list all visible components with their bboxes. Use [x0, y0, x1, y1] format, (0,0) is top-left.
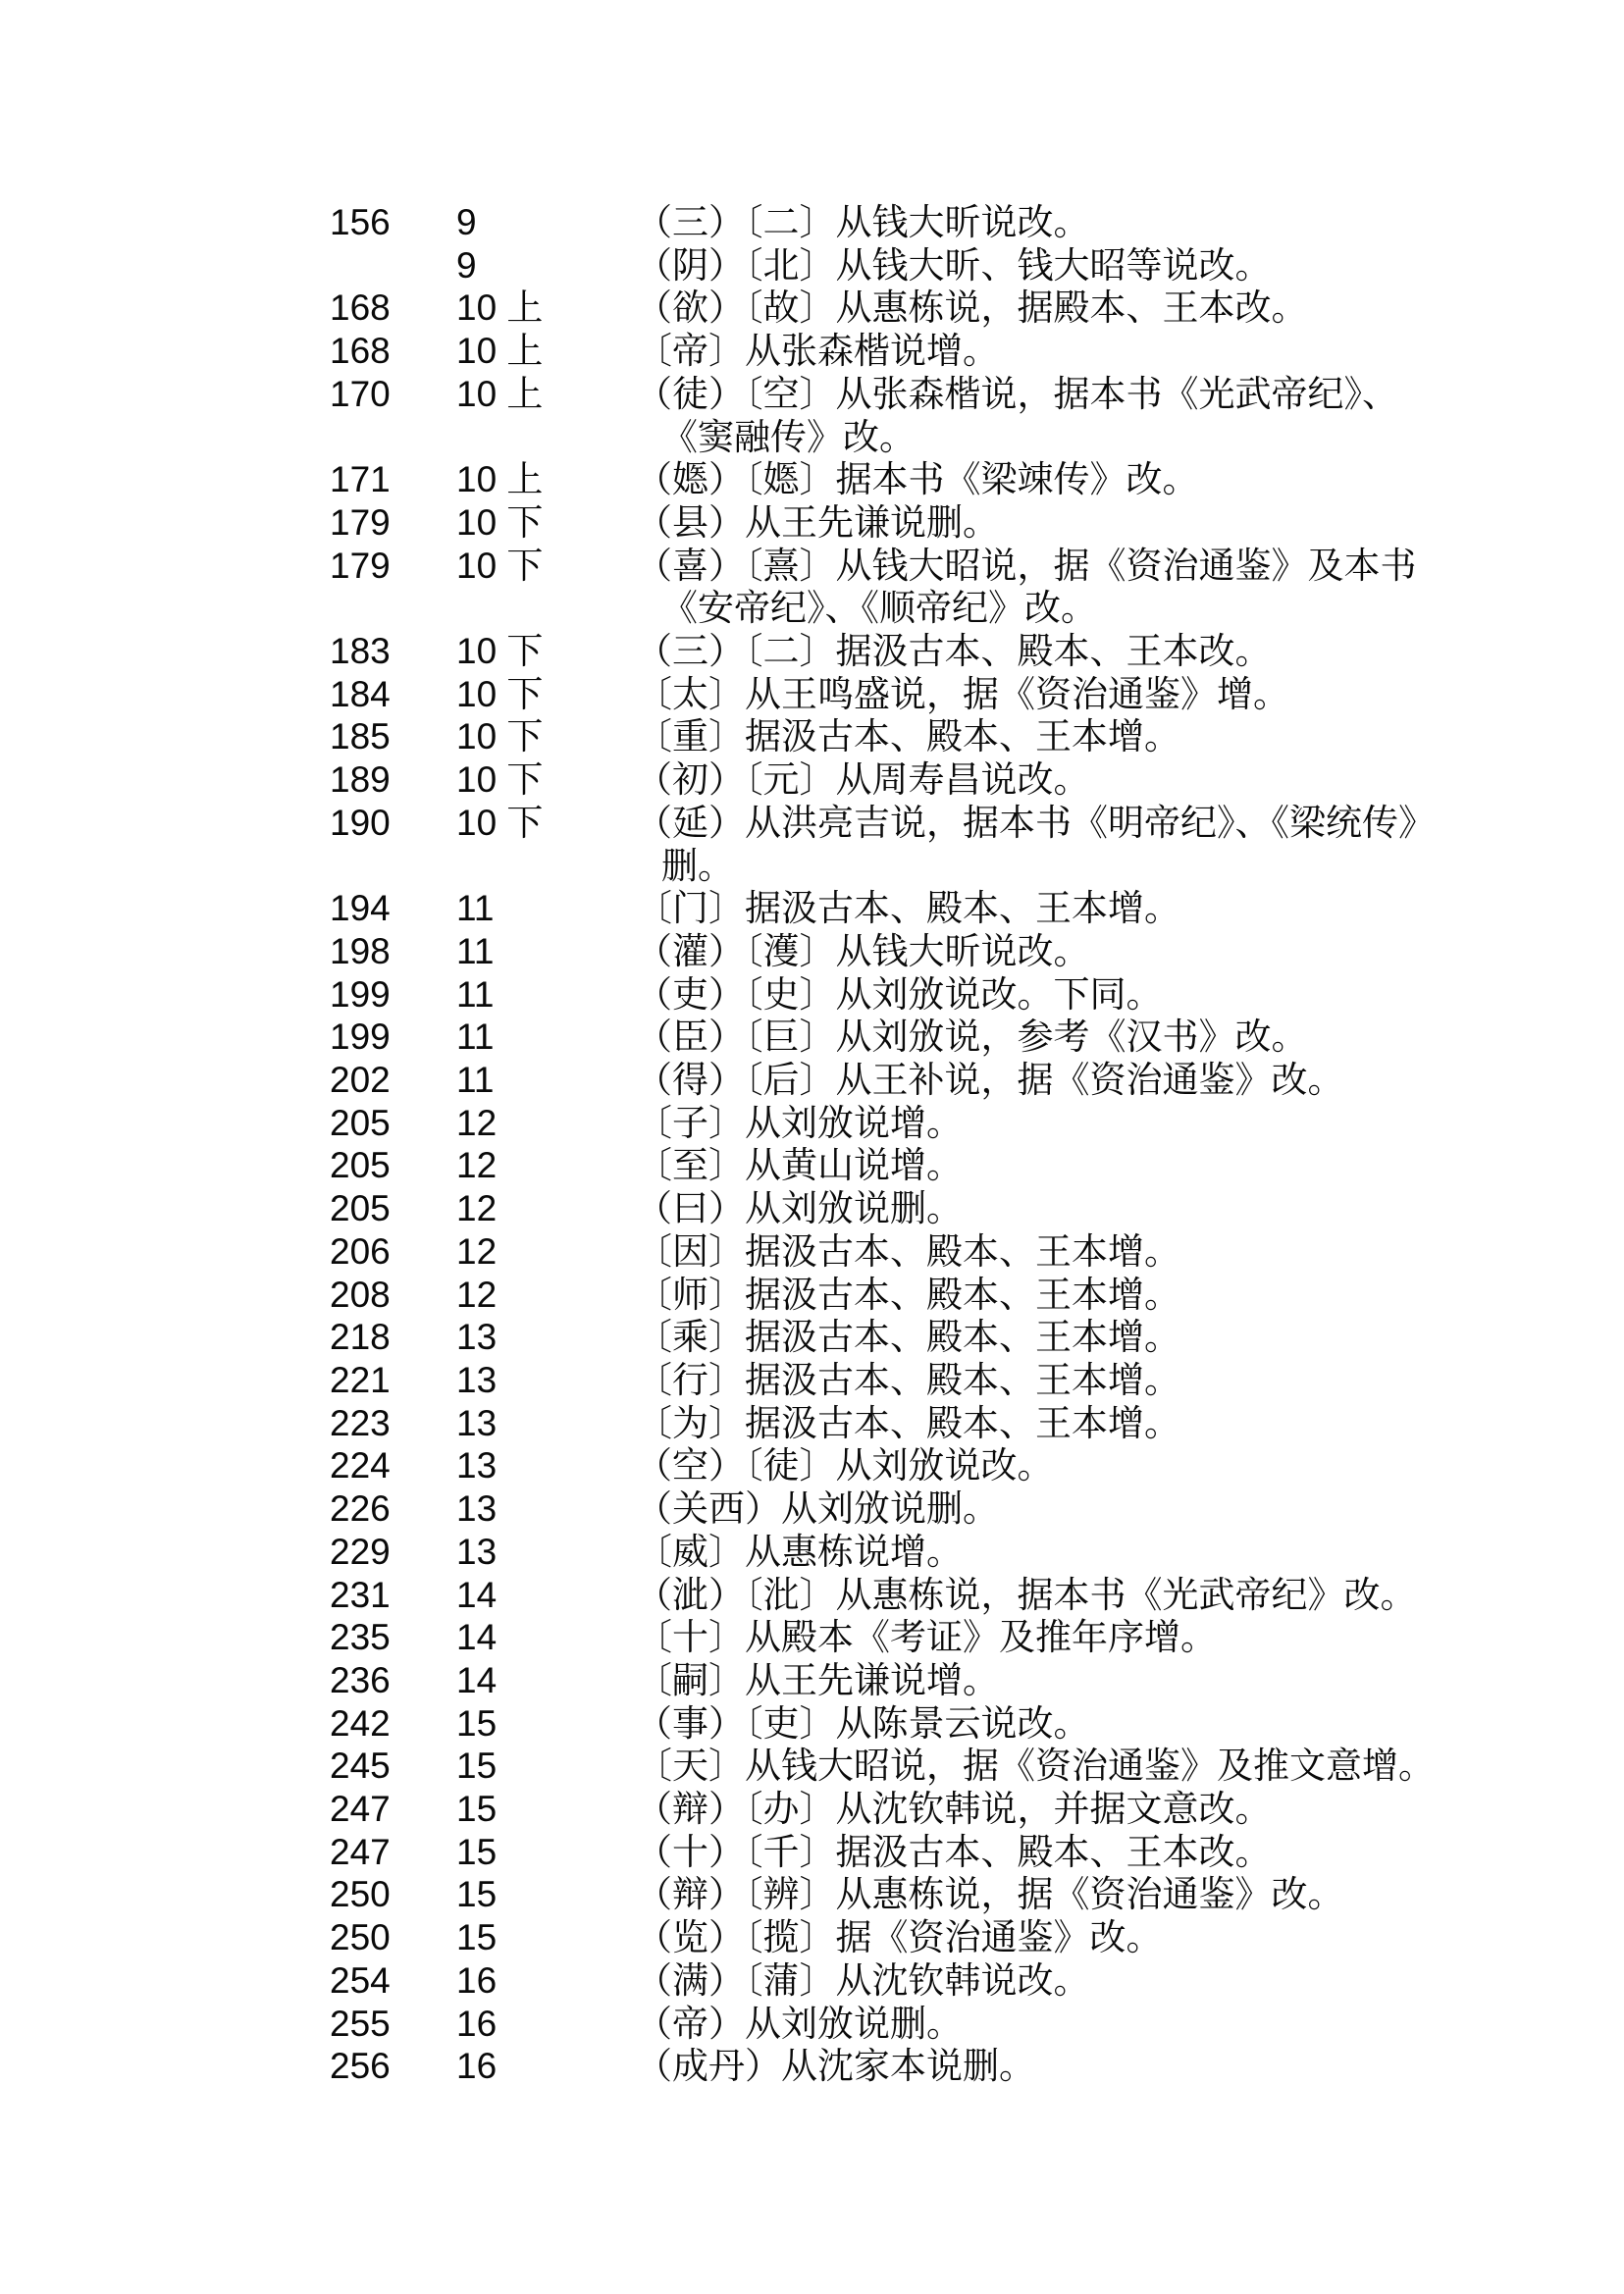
juan-number-cell: 10 下 — [456, 545, 544, 586]
note-line: （览）〔揽〕据《资治通鉴》改。 — [636, 1917, 1163, 1958]
table-row — [330, 758, 1435, 802]
table-row — [330, 458, 1435, 501]
juan-number-cell: 14 — [456, 1659, 498, 1700]
page-number-cell: 184 — [330, 673, 391, 714]
collation-note-cell — [636, 1916, 1163, 1959]
note-line: （帝）从刘攽说删。 — [636, 2003, 963, 2044]
juan-number-cell: 13 — [456, 1488, 498, 1530]
juan-number-cell: 14 — [456, 1574, 498, 1615]
juan-number-cell: 11 — [456, 888, 495, 929]
page-number-cell: 199 — [330, 973, 391, 1015]
juan-number-cell: 16 — [456, 2046, 498, 2087]
note-line: 〔嗣〕从王先谦说增。 — [636, 1659, 999, 1700]
collation-note-cell — [636, 1444, 1054, 1487]
page-number-cell: 168 — [330, 331, 391, 372]
page-number-cell: 242 — [330, 1702, 391, 1744]
collation-note-cell — [636, 930, 1090, 973]
table-row — [330, 1659, 1435, 1702]
table-row — [330, 2003, 1435, 2046]
juan-number-cell: 13 — [456, 1317, 498, 1358]
note-line: 〔太〕从王鸣盛说，据《资治通鉴》增。 — [636, 673, 1289, 714]
juan-number-cell: 16 — [456, 2003, 498, 2044]
collation-note-cell — [636, 1831, 1272, 1874]
note-continuation-line: 《安帝纪》、《顺帝纪》改。 — [661, 588, 1097, 629]
juan-number-cell: 10 下 — [456, 802, 544, 843]
note-continuation-line: 《窦融传》改。 — [661, 416, 916, 457]
note-line: （空）〔徒〕从刘攽说改。 — [636, 1445, 1054, 1486]
collation-note-cell — [636, 1487, 999, 1531]
table-row — [330, 1916, 1435, 1959]
collation-note-cell — [636, 458, 1199, 501]
table-row — [330, 2045, 1435, 2088]
table-row — [330, 330, 1435, 373]
table-row — [330, 1959, 1435, 2003]
note-line: （喜）〔熹〕从钱大昭说，据《资治通鉴》及本书 — [636, 545, 1417, 586]
juan-number-cell: 13 — [456, 1359, 498, 1400]
errata-list — [330, 201, 1435, 2088]
page-number-cell: 245 — [330, 1746, 391, 1787]
collation-note-cell — [636, 1873, 1344, 1916]
note-line: （徒）〔空〕从张森楷说，据本书《光武帝纪》、 — [636, 373, 1398, 414]
page-number-cell: 190 — [330, 802, 391, 843]
note-line: （吏）〔史〕从刘攽说改。下同。 — [636, 973, 1163, 1015]
collation-note-cell — [636, 1144, 963, 1187]
collation-note-cell — [636, 1659, 999, 1702]
collation-note-cell — [636, 373, 1398, 458]
juan-number-cell: 15 — [456, 1874, 498, 1915]
juan-number-cell: 15 — [456, 1831, 498, 1872]
collation-note-cell — [636, 287, 1308, 330]
juan-number-cell: 10 上 — [456, 459, 544, 500]
juan-number-cell: 13 — [456, 1531, 498, 1572]
juan-number-cell: 10 上 — [456, 287, 544, 329]
collation-note-cell — [636, 244, 1272, 287]
juan-number-cell: 9 — [456, 202, 477, 242]
page-number-cell: 179 — [330, 545, 391, 586]
collation-note-cell — [636, 887, 1180, 930]
table-row — [330, 373, 1435, 458]
table-row — [330, 1831, 1435, 1874]
juan-number-cell: 11 — [456, 1017, 495, 1058]
page-number-cell: 250 — [330, 1874, 391, 1915]
juan-number-cell: 14 — [456, 1617, 498, 1658]
page-number-cell: 254 — [330, 1959, 391, 2001]
collation-note-cell — [636, 1102, 963, 1145]
note-line: （辩）〔辨〕从惠栋说，据《资治通鉴》改。 — [636, 1874, 1344, 1915]
collation-note-cell — [636, 1745, 1435, 1788]
table-row — [330, 1444, 1435, 1487]
collation-note-cell — [636, 545, 1417, 630]
table-row — [330, 1316, 1435, 1359]
table-row — [330, 887, 1435, 930]
table-row — [330, 545, 1435, 630]
collation-note-cell — [636, 1359, 1180, 1402]
page-number-cell: 156 — [330, 202, 391, 242]
table-row — [330, 1531, 1435, 1574]
note-line: 〔重〕据汲古本、殿本、王本增。 — [636, 716, 1180, 757]
table-row — [330, 1144, 1435, 1187]
table-row — [330, 1402, 1435, 1445]
table-row — [330, 201, 1435, 244]
table-row — [330, 1230, 1435, 1274]
note-line: （三）〔二〕据汲古本、殿本、王本改。 — [636, 631, 1272, 672]
note-line: （辩）〔办〕从沈钦韩说，并据文意改。 — [636, 1789, 1272, 1830]
note-line: 〔至〕从黄山说增。 — [636, 1145, 963, 1186]
note-line: （泚）〔沘〕从惠栋说，据本书《光武帝纪》改。 — [636, 1574, 1417, 1615]
table-row — [330, 1016, 1435, 1059]
juan-number-cell: 15 — [456, 1789, 498, 1830]
table-row — [330, 501, 1435, 545]
juan-number-cell: 15 — [456, 1702, 498, 1744]
page-number-cell: 221 — [330, 1359, 391, 1400]
table-row — [330, 802, 1435, 887]
juan-number-cell: 10 下 — [456, 501, 544, 543]
note-line: （欲）〔故〕从惠栋说，据殿本、王本改。 — [636, 287, 1308, 329]
collation-note-cell — [636, 1187, 963, 1230]
note-line: 〔师〕据汲古本、殿本、王本增。 — [636, 1274, 1180, 1315]
note-line: （臣）〔巨〕从刘攽说，参考《汉书》改。 — [636, 1017, 1308, 1058]
table-row — [330, 673, 1435, 716]
juan-number-cell: 10 下 — [456, 631, 544, 672]
page-number-cell: 205 — [330, 1188, 391, 1229]
page-number-cell: 255 — [330, 2003, 391, 2044]
page-number-cell: 179 — [330, 501, 391, 543]
juan-number-cell: 12 — [456, 1145, 498, 1186]
juan-number-cell: 12 — [456, 1102, 498, 1143]
collation-note-cell — [636, 1016, 1308, 1059]
juan-number-cell: 11 — [456, 930, 495, 971]
table-row — [330, 1745, 1435, 1788]
collation-note-cell — [636, 1402, 1180, 1445]
juan-number-cell: 12 — [456, 1230, 498, 1272]
page-number-cell: 218 — [330, 1317, 391, 1358]
page-number-cell: 226 — [330, 1488, 391, 1530]
table-row — [330, 1788, 1435, 1831]
page-number-cell: 171 — [330, 459, 391, 500]
juan-number-cell: 13 — [456, 1445, 498, 1486]
note-line: （十）〔千〕据汲古本、殿本、王本改。 — [636, 1831, 1272, 1872]
page-number-cell: 229 — [330, 1531, 391, 1572]
collation-note-cell — [636, 330, 999, 373]
page-number-cell: 170 — [330, 373, 391, 414]
note-line: 〔行〕据汲古本、殿本、王本增。 — [636, 1359, 1180, 1400]
collation-note-cell — [636, 2045, 1035, 2088]
collation-note-cell — [636, 1959, 1090, 2003]
juan-number-cell: 15 — [456, 1746, 498, 1787]
note-line: 〔为〕据汲古本、殿本、王本增。 — [636, 1402, 1180, 1443]
page-number-cell: 183 — [330, 631, 391, 672]
note-line: （嫕）〔嫕〕据本书《梁竦传》改。 — [636, 459, 1199, 500]
collation-note-cell — [636, 1574, 1417, 1617]
collation-note-cell — [636, 673, 1289, 716]
table-row — [330, 715, 1435, 758]
page-number-cell: 224 — [330, 1445, 391, 1486]
collation-note-cell — [636, 1531, 963, 1574]
page-number-cell: 199 — [330, 1017, 391, 1058]
juan-number-cell: 16 — [456, 1959, 498, 2001]
page-number-cell: 223 — [330, 1402, 391, 1443]
note-line: （初）〔元〕从周寿昌说改。 — [636, 759, 1090, 801]
note-line: （得）〔后〕从王补说，据《资治通鉴》改。 — [636, 1060, 1344, 1101]
page-number-cell: 205 — [330, 1102, 391, 1143]
page-number-cell: 236 — [330, 1659, 391, 1700]
page-number-cell: 202 — [330, 1060, 391, 1101]
juan-number-cell: 9 — [456, 244, 477, 286]
note-line: （三）〔二〕从钱大昕说改。 — [636, 202, 1090, 242]
table-row — [330, 244, 1435, 287]
juan-number-cell: 11 — [456, 1060, 495, 1101]
table-row — [330, 930, 1435, 973]
table-row — [330, 287, 1435, 330]
note-line: （事）〔吏〕从陈景云说改。 — [636, 1702, 1090, 1744]
note-line: 〔帝〕从张森楷说增。 — [636, 331, 999, 372]
page-number-cell: 205 — [330, 1145, 391, 1186]
note-line: （曰）从刘攽说删。 — [636, 1188, 963, 1229]
table-row — [330, 1059, 1435, 1102]
note-line: （阴）〔北〕从钱大昕、钱大昭等说改。 — [636, 244, 1272, 286]
note-line: （满）〔蒲〕从沈钦韩说改。 — [636, 1959, 1090, 2001]
juan-number-cell: 12 — [456, 1188, 498, 1229]
juan-number-cell: 10 下 — [456, 759, 544, 801]
table-row — [330, 1274, 1435, 1317]
juan-number-cell: 10 上 — [456, 331, 544, 372]
collation-note-cell — [636, 1059, 1344, 1102]
collation-note-cell — [636, 1230, 1180, 1274]
page-number-cell: 250 — [330, 1917, 391, 1958]
page-number-cell: 235 — [330, 1617, 391, 1658]
page-number-cell: 194 — [330, 888, 391, 929]
note-line: 〔十〕从殿本《考证》及推年序增。 — [636, 1617, 1217, 1658]
table-row — [330, 1616, 1435, 1659]
collation-note-cell — [636, 501, 999, 545]
note-line: （成丹）从沈家本说删。 — [636, 2046, 1035, 2087]
table-row — [330, 1102, 1435, 1145]
note-line: （灌）〔濩〕从钱大昕说改。 — [636, 930, 1090, 971]
note-line: 〔天〕从钱大昭说，据《资治通鉴》及推文意增。 — [636, 1746, 1435, 1787]
page-number-cell: 168 — [330, 287, 391, 329]
collation-note-cell — [636, 201, 1090, 244]
table-row — [330, 1574, 1435, 1617]
juan-number-cell: 10 上 — [456, 373, 544, 414]
note-line: 〔门〕据汲古本、殿本、王本增。 — [636, 888, 1180, 929]
table-row — [330, 1487, 1435, 1531]
page-number-cell: 189 — [330, 759, 391, 801]
page-number-cell: 185 — [330, 716, 391, 757]
note-line: 〔因〕据汲古本、殿本、王本增。 — [636, 1230, 1180, 1272]
note-line: 〔乘〕据汲古本、殿本、王本增。 — [636, 1317, 1180, 1358]
page-number-cell: 198 — [330, 930, 391, 971]
table-row — [330, 1873, 1435, 1916]
page-number-cell: 256 — [330, 2046, 391, 2087]
collation-note-cell — [636, 1316, 1180, 1359]
collation-note-cell — [636, 802, 1435, 887]
collation-note-cell — [636, 715, 1180, 758]
page-number-cell: 231 — [330, 1574, 391, 1615]
collation-note-cell — [636, 1616, 1217, 1659]
juan-number-cell: 12 — [456, 1274, 498, 1315]
collation-note-cell — [636, 758, 1090, 802]
page-number-cell: 206 — [330, 1230, 391, 1272]
table-row — [330, 1359, 1435, 1402]
note-continuation-line: 删。 — [661, 845, 734, 886]
juan-number-cell: 11 — [456, 973, 495, 1015]
note-line: 〔子〕从刘攽说增。 — [636, 1102, 963, 1143]
table-row — [330, 973, 1435, 1017]
collation-note-cell — [636, 1702, 1090, 1746]
juan-number-cell: 10 下 — [456, 673, 544, 714]
page-number-cell: 247 — [330, 1831, 391, 1872]
juan-number-cell: 10 下 — [456, 716, 544, 757]
collation-note-cell — [636, 2003, 963, 2046]
table-row — [330, 630, 1435, 673]
note-line: （延）从洪亮吉说，据本书《明帝纪》、《梁统传》 — [636, 802, 1435, 843]
note-line: （县）从王先谦说删。 — [636, 501, 999, 543]
page-number-cell: 208 — [330, 1274, 391, 1315]
juan-number-cell: 13 — [456, 1402, 498, 1443]
table-row — [330, 1187, 1435, 1230]
page-number-cell: 247 — [330, 1789, 391, 1830]
note-line: 〔威〕从惠栋说增。 — [636, 1531, 963, 1572]
note-line: （关西）从刘攽说删。 — [636, 1488, 999, 1530]
collation-note-cell — [636, 1274, 1180, 1317]
collation-note-cell — [636, 973, 1163, 1017]
collation-note-cell — [636, 630, 1272, 673]
table-row — [330, 1702, 1435, 1746]
juan-number-cell: 15 — [456, 1917, 498, 1958]
collation-note-cell — [636, 1788, 1272, 1831]
